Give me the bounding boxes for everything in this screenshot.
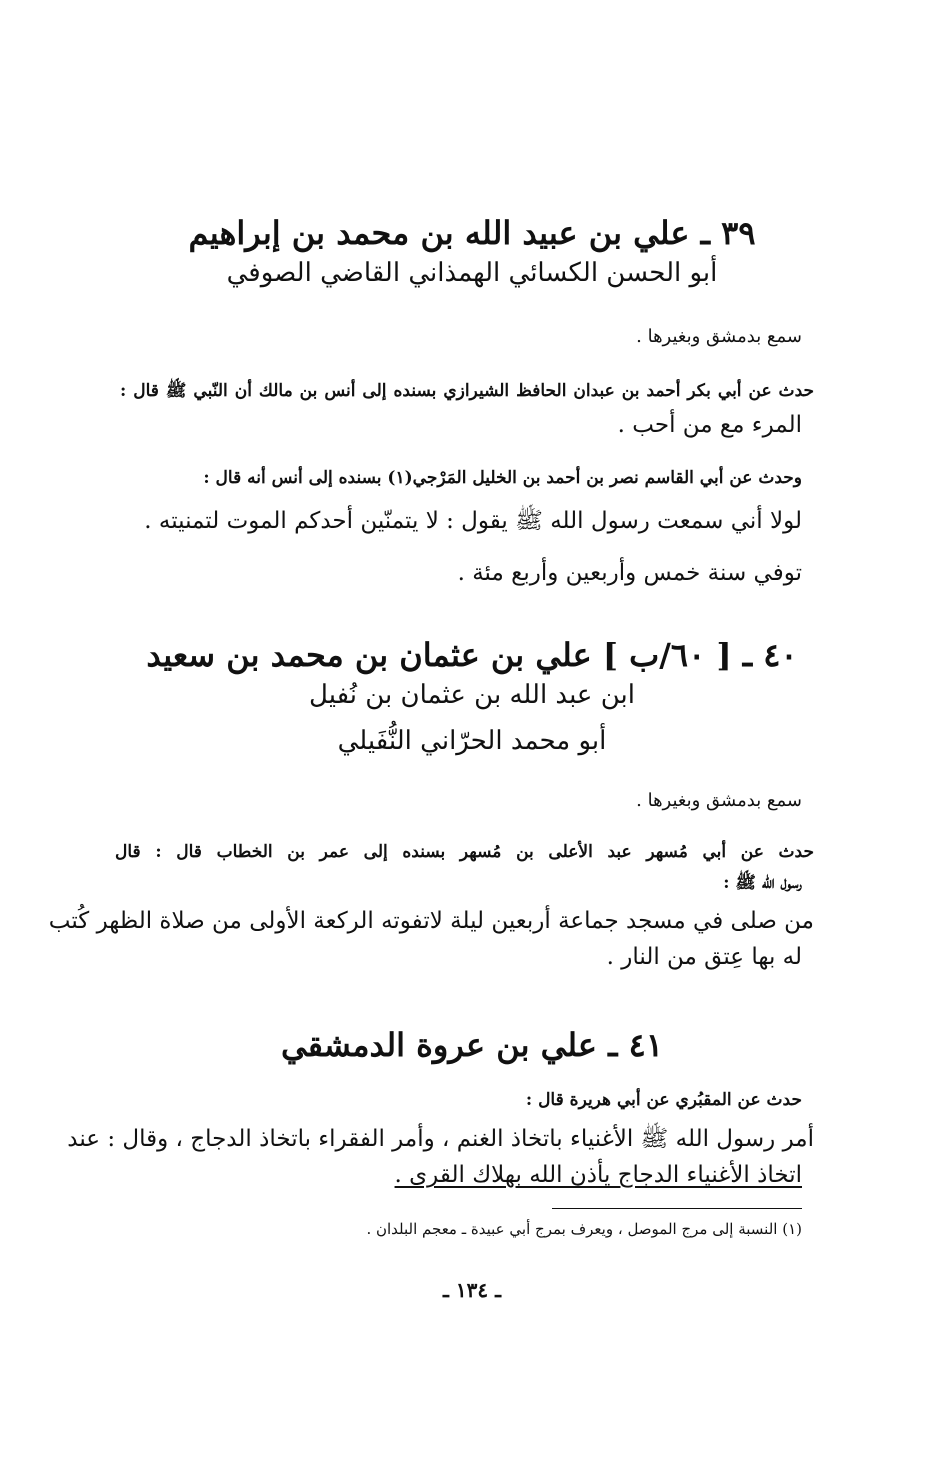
entry-39-line-1: سمع بدمشق وبغيرها . xyxy=(636,326,802,347)
entry-39-line-6: توفي سنة خمس وأربعين وأربع مئة . xyxy=(457,560,802,586)
entry-41-line-3: اتخاذ الأغنياء الدجاج يأذن الله بهلاك القرى . xyxy=(394,1162,802,1188)
page-number: ـ ١٣٤ ـ xyxy=(443,1278,501,1302)
entry-39-line-2: حدث عن أبي بكر أحمد بن عبدان الحافظ الشيرازي بسنده إلى أنس بن مالك أن النّبي ﷺ قال : xyxy=(120,381,814,401)
entry-39-heading: ٣٩ ـ علي بن عبيد الله بن محمد بن إبراهيم xyxy=(188,214,756,252)
entry-40-subtitle-2: أبو محمد الحرّاني النُّفَيلي xyxy=(337,726,607,756)
entry-40-subtitle-1: ابن عبد الله بن عثمان بن نُفيل xyxy=(309,680,635,710)
entry-40-heading: ٤٠ ـ [ ٦٠/ب ] علي بن عثمان بن محمد بن سعيد xyxy=(146,636,798,674)
entry-39-subtitle: أبو الحسن الكسائي الهمذاني القاضي الصوفي xyxy=(226,258,718,288)
entry-41-line-2: أمر رسول الله ﷺ الأغنياء باتخاذ الغنم ، وأمر الفقراء باتخاذ الدجاج ، وقال : عند xyxy=(67,1126,814,1152)
entry-40-line-3: رسول الله ﷺ : xyxy=(723,873,802,893)
entry-39-line-3: المرء مع من أحب . xyxy=(617,412,802,438)
entry-39-line-5: لولا أني سمعت رسول الله ﷺ يقول : لا يتمنّين أحدكم الموت لتمنيته . xyxy=(144,508,802,534)
entry-41-line-1: حدث عن المقبُري عن أبي هريرة قال : xyxy=(525,1090,802,1110)
entry-40-line-5: له بها عِتق من النار . xyxy=(606,944,802,970)
entry-40-line-2: حدث عن أبي مُسهر عبد الأعلى بن مُسهر بسنده إلى عمر بن الخطاب قال : قال xyxy=(115,842,814,862)
entry-40-line-4: من صلى في مسجد جماعة أربعين ليلة لاتفوته الركعة الأولى من صلاة الظهر كُتب xyxy=(48,908,814,934)
entry-39-line-4: وحدث عن أبي القاسم نصر بن أحمد بن الخليل المَرْجي(١) بسنده إلى أنس أنه قال : xyxy=(203,468,802,488)
footnote: (١) النسبة إلى مرج الموصل ، ويعرف بمرج أبي عبيدة ـ معجم البلدان . xyxy=(366,1220,802,1238)
entry-40-line-1: سمع بدمشق وبغيرها . xyxy=(636,790,802,811)
entry-41-heading: ٤١ ـ علي بن عروة الدمشقي xyxy=(280,1026,664,1064)
footnote-rule xyxy=(552,1208,802,1209)
